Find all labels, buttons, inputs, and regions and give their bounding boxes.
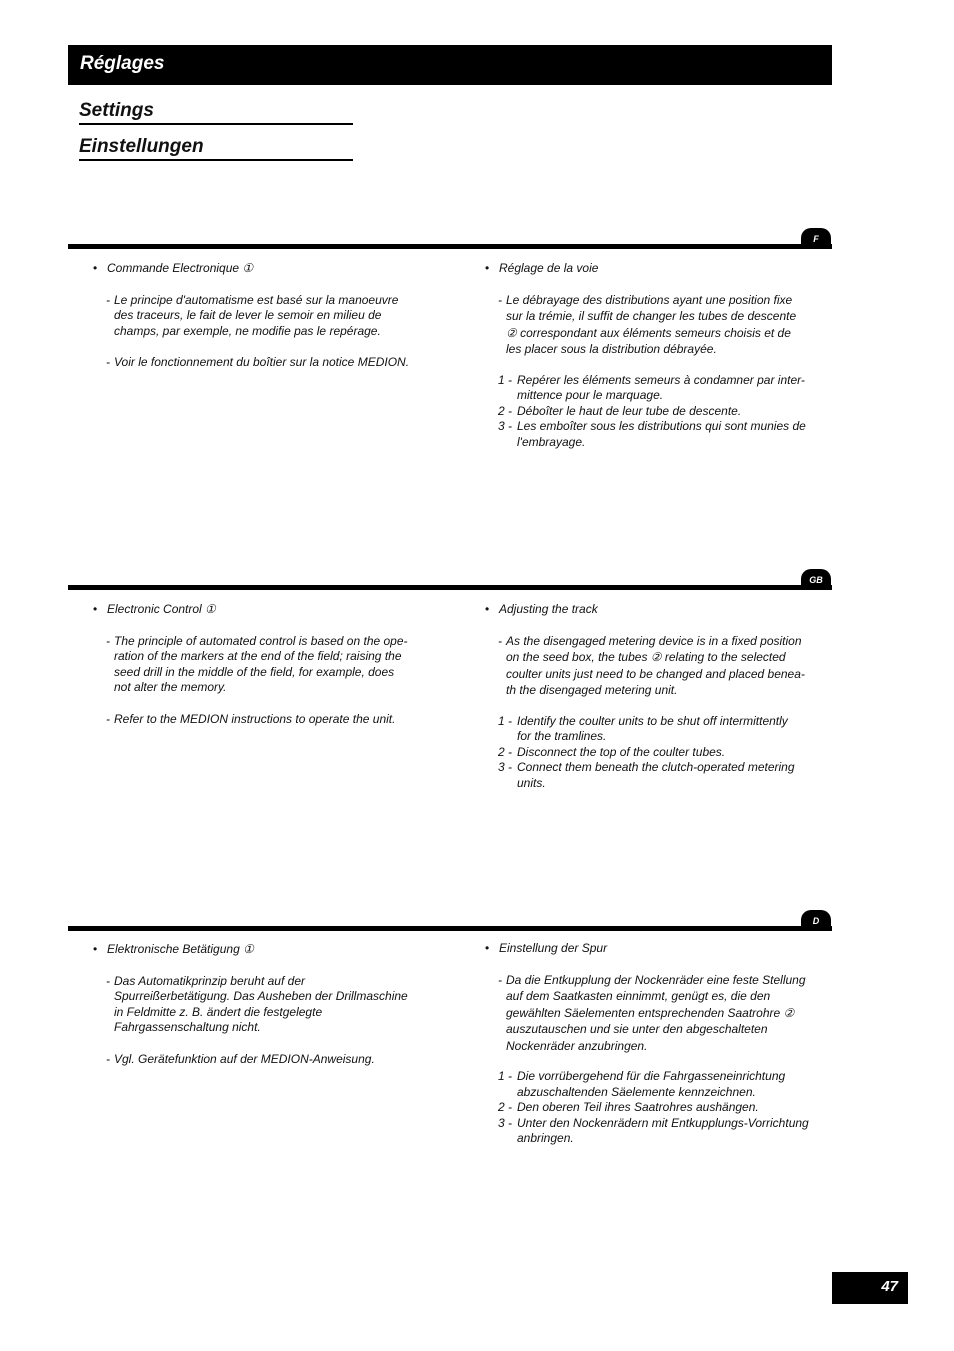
numbered-step: [498, 1116, 815, 1147]
language-tab-gb: GB: [801, 569, 831, 589]
text-line: ration of the markers at the end of the field; raising the: [114, 649, 402, 663]
language-tab-d: D: [801, 910, 831, 930]
text-line: gewählten Säelementen entsprechenden Saatrohre ②: [506, 1005, 795, 1020]
numbered-step: [498, 745, 815, 761]
text-line: mittence pour le marquage.: [517, 388, 664, 402]
spacer: [485, 1054, 815, 1069]
left-column: [93, 261, 423, 371]
text-line: in Feldmitte z. B. ändert die festgelegte: [114, 1004, 323, 1019]
dash-marker: -: [498, 633, 502, 648]
step-number: 2 -: [498, 403, 513, 418]
spacer: [93, 1036, 423, 1052]
text-line: sur la trémie, il suffit de changer les tubes de descente: [506, 309, 797, 323]
text-line: Nockenräder anzubringen.: [506, 1038, 648, 1053]
left-column: [93, 602, 423, 727]
header-bar: [68, 45, 832, 85]
section-rule: [68, 926, 832, 931]
numbered-step: [498, 404, 815, 420]
dash-marker: -: [498, 292, 502, 307]
dash-paragraph: [498, 972, 815, 1055]
text-line: Connect them beneath the clutch-operated metering: [517, 760, 795, 774]
dash-marker: -: [106, 973, 110, 988]
dash-marker: -: [498, 972, 502, 987]
bullet-heading: • Commande Electronique ①: [93, 261, 423, 277]
dash-marker: -: [106, 355, 110, 369]
step-number-value: 1: [498, 372, 505, 387]
numbered-step: [498, 419, 815, 450]
step-number: 1 -: [498, 713, 513, 728]
text-line: th the disengaged metering unit.: [506, 683, 678, 697]
text-line: des traceurs, le fait de lever le semoir en milieu de: [114, 308, 382, 322]
step-number: 1 -: [498, 1069, 513, 1083]
right-column: [485, 602, 815, 791]
step-number-value: 2: [498, 744, 505, 759]
text-line: Déboîter le haut de leur tube de descente.: [517, 403, 742, 418]
step-number-value: 3: [498, 1115, 505, 1130]
text-line: abzuschaltenden Säelemente kennzeichnen.: [517, 1084, 756, 1099]
bullet-heading: • Adjusting the track: [485, 602, 815, 618]
dash-paragraph: [106, 712, 423, 728]
text-line: champs, par exemple, ne modifie pas le repérage.: [114, 323, 381, 338]
dash-paragraph: [106, 974, 423, 1036]
numbered-step: [498, 714, 815, 745]
text-line: auszutauschen und sie unter den abgeschalteten: [506, 1022, 768, 1036]
subtitle-einstellungen: Einstellungen: [79, 136, 353, 161]
dash-marker: -: [106, 1051, 110, 1066]
text-line: l'embrayage.: [517, 434, 586, 449]
text-line: Die vorrübergehend für die Fahrgasseneinrichtung: [517, 1069, 786, 1083]
page-number: 47: [832, 1272, 908, 1304]
text-line: Den oberen Teil ihres Saatrohres aushängen.: [517, 1100, 759, 1114]
text-line: units.: [517, 775, 546, 790]
step-number-value: 1: [498, 1069, 505, 1083]
dash-marker: -: [106, 292, 110, 307]
dash-marker: -: [106, 633, 110, 648]
spacer: [485, 699, 815, 714]
spacer: [93, 696, 423, 712]
step-number: 3 -: [498, 419, 513, 433]
numbered-step: [498, 1069, 815, 1100]
text-line: As the disengaged metering device is in a fixed position: [506, 633, 802, 648]
dash-paragraph: [498, 292, 815, 358]
text-line: Unter den Nockenrädern mit Entkupplungs-Vorrichtung: [517, 1115, 809, 1130]
numbered-step: [498, 1100, 815, 1116]
text-line: coulter units just need to be changed and placed benea-: [506, 666, 805, 681]
text-line: Fahrgassenschaltung nicht.: [114, 1020, 261, 1034]
dash-paragraph: [106, 634, 423, 696]
dash-paragraph: [106, 355, 423, 371]
spacer: [485, 358, 815, 373]
dash-paragraph: [106, 293, 423, 340]
text-line: Le débrayage des distributions ayant une position fixe: [506, 292, 793, 307]
text-line: Spurreißerbetätigung. Das Ausheben der Drillmaschine: [114, 989, 408, 1003]
step-number-value: 1: [498, 713, 505, 728]
text-line: Vgl. Gerätefunktion auf der MEDION-Anweisung.: [114, 1051, 375, 1066]
text-line: Les emboîter sous les distributions qui sont munies de: [517, 419, 806, 433]
text-line: Refer to the MEDION instructions to operate the unit.: [114, 711, 396, 726]
text-line: The principle of automated control is based on the ope-: [114, 633, 408, 648]
text-line: Disconnect the top of the coulter tubes.: [517, 744, 726, 759]
spacer: [93, 339, 423, 355]
spacer: [93, 618, 423, 634]
left-column: [93, 942, 423, 1067]
text-line: Das Automatikprinzip beruht auf der: [114, 973, 305, 988]
spacer: [93, 958, 423, 974]
bullet-heading: • Elektronische Betätigung ①: [93, 942, 423, 958]
text-line: on the seed box, the tubes ② relating to the selected: [506, 650, 786, 664]
text-line: seed drill in the middle of the field, for example, does: [114, 664, 395, 679]
bullet-heading: • Einstellung der Spur: [485, 941, 815, 957]
dash-paragraph: [498, 633, 815, 699]
text-line: les placer sous la distribution débrayée.: [506, 342, 717, 356]
spacer: [485, 277, 815, 292]
page-title: Réglages: [80, 53, 165, 74]
spacer: [485, 618, 815, 633]
step-number: 1 -: [498, 372, 513, 387]
bullet-heading: • Electronic Control ①: [93, 602, 423, 618]
text-line: Le principe d'automatisme est basé sur la manoeuvre: [114, 292, 399, 307]
numbered-step: [498, 373, 815, 404]
step-number: 3 -: [498, 760, 513, 774]
dash-paragraph: [106, 1052, 423, 1068]
text-line: Da die Entkupplung der Nockenräder eine feste Stellung: [506, 972, 806, 987]
right-column: [485, 261, 815, 450]
spacer: [93, 277, 423, 293]
text-line: Voir le fonctionnement du boîtier sur la notice MEDION.: [114, 355, 410, 369]
text-line: for the tramlines.: [517, 729, 607, 743]
step-number-value: 2: [498, 403, 505, 418]
language-tab-f: F: [801, 228, 831, 248]
step-number: 2 -: [498, 744, 513, 759]
text-line: Repérer les éléments semeurs à condamner par inter-: [517, 372, 805, 387]
section-rule: [68, 244, 832, 249]
right-column: [485, 941, 815, 1147]
numbered-step: [498, 760, 815, 791]
text-line: not alter the memory.: [114, 680, 227, 694]
step-number-value: 3: [498, 419, 505, 433]
dash-marker: -: [106, 711, 110, 726]
step-number: 2 -: [498, 1100, 513, 1114]
step-number-value: 2: [498, 1100, 505, 1114]
text-line: auf dem Saatkasten einnimmt, genügt es, die den: [506, 989, 771, 1003]
bullet-heading: • Réglage de la voie: [485, 261, 815, 277]
section-rule: [68, 585, 832, 590]
subtitle-settings: Settings: [79, 100, 353, 125]
spacer: [485, 957, 815, 972]
text-line: Identify the coulter units to be shut off intermittently: [517, 713, 788, 728]
text-line: anbringen.: [517, 1131, 574, 1145]
step-number-value: 3: [498, 760, 505, 774]
step-number: 3 -: [498, 1115, 513, 1130]
text-line: ② correspondant aux éléments semeurs choisis et de: [506, 325, 791, 340]
